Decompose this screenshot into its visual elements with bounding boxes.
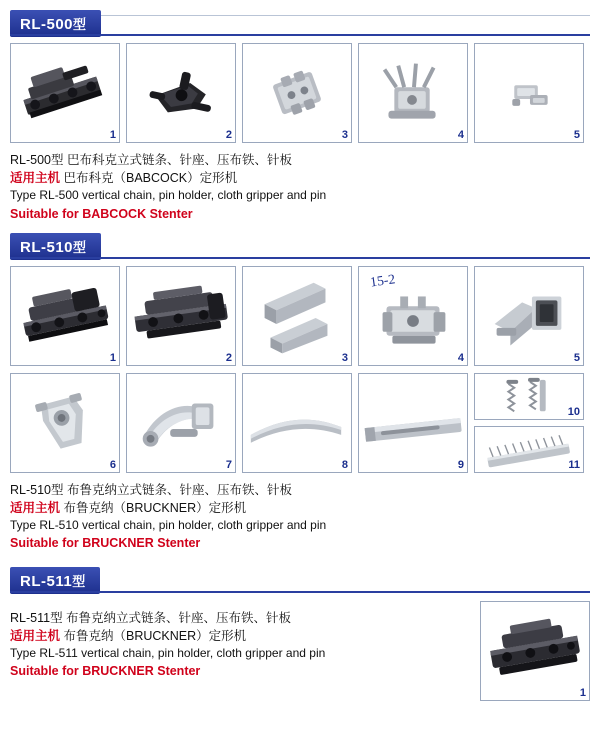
section-underline-rl510 — [10, 257, 590, 259]
product-image-bracket-grey — [243, 44, 351, 142]
product-number: 10 — [567, 405, 580, 418]
product-image-curved-blade-grey — [243, 374, 351, 472]
section-tab-rl510 — [10, 233, 101, 260]
caption-en-line2: Suitable for BRUCKNER Stenter — [10, 664, 201, 679]
caption-cn-line2 — [10, 627, 470, 645]
product-number: 4 — [457, 351, 464, 364]
product-number: 5 — [573, 351, 580, 364]
product-image-chain-link-dark — [11, 267, 119, 365]
product-cell[interactable] — [480, 601, 590, 701]
product-image-clamp-grey — [11, 374, 119, 472]
product-image-two-bars-grey — [243, 267, 351, 365]
product-cell[interactable] — [358, 266, 468, 366]
product-number: 1 — [109, 351, 116, 364]
product-cell[interactable] — [474, 43, 584, 143]
product-number: 4 — [457, 129, 464, 141]
product-cell[interactable] — [242, 266, 352, 366]
thumbnail-row-rl500-1 — [10, 43, 590, 143]
caption-en-line1: Type RL-500 vertical chain, pin holder, cloth gripper and pin — [10, 188, 327, 203]
section-tab-rl511 — [10, 567, 100, 594]
product-image-lever-grey — [127, 374, 235, 472]
product-cell[interactable] — [474, 373, 584, 420]
section-underline-rl511 — [10, 591, 590, 593]
svg-text:15-2: 15-2 — [369, 271, 397, 290]
section-cn-suffix-rl510: 型 — [73, 239, 87, 255]
product-number: 11 — [568, 458, 580, 471]
product-image-chain-link-long-dark — [127, 267, 235, 365]
section-code-rl500: RL-500 — [20, 16, 74, 33]
section-underline-rl500 — [10, 34, 590, 36]
section-header-rl510 — [10, 233, 590, 259]
caption-cn-line2 — [10, 499, 590, 517]
caption-block-rl510 — [10, 481, 590, 553]
product-image-pin-holder-grey — [359, 44, 467, 142]
product-cell[interactable] — [358, 373, 468, 473]
caption-cn-rest: 布鲁克纳（BRUCKNER）定形机 — [63, 500, 247, 515]
caption-cn-label: 适用主机 — [10, 171, 61, 186]
product-cell[interactable] — [242, 43, 352, 143]
product-number: 9 — [457, 458, 464, 471]
product-cell[interactable] — [474, 426, 584, 473]
section-tab-rl500 — [10, 10, 101, 37]
product-image-flat-bar-grey — [359, 374, 467, 472]
section-cn-suffix-rl511: 型 — [72, 573, 86, 589]
product-image-chain-assembly-dark — [11, 44, 119, 142]
product-cell-stack — [474, 373, 584, 473]
product-number: 7 — [225, 458, 232, 471]
product-image-chain-assembly-dark2 — [481, 602, 589, 700]
caption-block-rl500 — [10, 151, 590, 223]
product-image-pin-holder-marked — [359, 267, 467, 365]
product-cell[interactable] — [10, 266, 120, 366]
product-cell[interactable] — [358, 43, 468, 143]
product-cell[interactable] — [10, 373, 120, 473]
caption-en-line2: Suitable for BRUCKNER Stenter — [10, 536, 201, 551]
product-cell[interactable] — [10, 43, 120, 143]
caption-cn-line1: RL-510型 布鲁克纳立式链条、针座、压布铁、针板 — [10, 482, 292, 497]
caption-cn-line1: RL-500型 巴布科克立式链条、针座、压布铁、针板 — [10, 153, 292, 167]
product-cell[interactable] — [242, 373, 352, 473]
thumbnail-row-rl510-2 — [10, 373, 590, 473]
section-cn-suffix-rl500: 型 — [73, 17, 87, 32]
product-number: 1 — [109, 129, 116, 141]
caption-en-line1: Type RL-510 vertical chain, pin holder, cloth gripper and pin — [10, 518, 327, 533]
catalog-page — [0, 10, 600, 729]
product-number: 8 — [341, 458, 348, 471]
caption-cn-label: 适用主机 — [10, 500, 61, 515]
product-number: 3 — [341, 129, 348, 141]
thumbnail-row-rl510-1 — [10, 266, 590, 366]
caption-cn-rest: 布鲁克纳（BRUCKNER）定形机 — [63, 628, 247, 643]
product-cell[interactable] — [126, 266, 236, 366]
product-number: 2 — [225, 351, 232, 364]
caption-cn-line1: RL-511型 布鲁克纳立式链条、针座、压布铁、针板 — [10, 610, 292, 625]
product-number: 5 — [573, 129, 580, 141]
section-header-rl511 — [10, 567, 590, 593]
product-image-clip-dark — [127, 44, 235, 142]
caption-cn-rest: 巴布科克（BABCOCK）定形机 — [63, 171, 238, 186]
caption-en-line1: Type RL-511 vertical chain, pin holder, cloth gripper and pin — [10, 645, 326, 660]
product-cell[interactable] — [126, 43, 236, 143]
product-number: 2 — [225, 129, 232, 141]
caption-cn-label: 适用主机 — [10, 628, 61, 643]
section-code-rl510: RL-510 — [20, 238, 74, 256]
product-number: 1 — [579, 686, 586, 699]
product-cell[interactable] — [474, 266, 584, 366]
product-image-pin-plate-grey — [475, 427, 583, 473]
product-cell[interactable] — [126, 373, 236, 473]
caption-cn-line2 — [10, 169, 590, 187]
section-header-rl500 — [10, 10, 590, 36]
product-image-gripper-grey — [475, 267, 583, 365]
product-image-small-clip-grey — [475, 44, 583, 142]
section-code-rl511: RL-511 — [20, 572, 73, 590]
product-number: 3 — [341, 351, 348, 364]
section-body-rl511 — [10, 601, 590, 706]
caption-block-rl511 — [10, 601, 470, 681]
caption-en-line2: Suitable for BABCOCK Stenter — [10, 206, 193, 221]
product-number: 6 — [109, 458, 116, 471]
